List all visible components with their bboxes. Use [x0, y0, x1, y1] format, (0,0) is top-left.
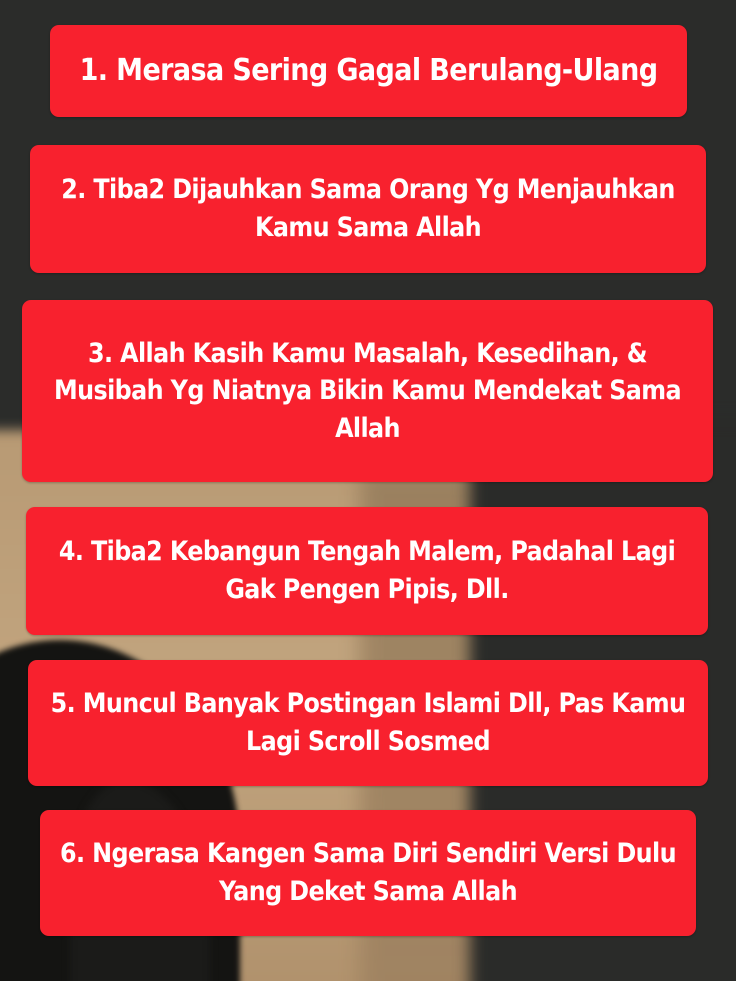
list-item-1-text: 1. Merasa Sering Gagal Berulang-Ulang: [79, 52, 658, 88]
list-item-4: [26, 507, 708, 635]
list-item-6: [40, 810, 696, 936]
list-item-6-text: 6. Ngerasa Kangen Sama Diri Sendiri Versi Dulu Yang Deket Sama Allah: [60, 838, 676, 907]
list-item-4-text: 4. Tiba2 Kebangun Tengah Malem, Padahal Lagi Gak Pengen Pipis, Dll.: [58, 536, 676, 605]
list-item-2-text: 2. Tiba2 Dijauhkan Sama Orang Yg Menjauhkan Kamu Sama Allah: [61, 174, 675, 243]
list-item-1: [50, 25, 687, 117]
list-item-5-text: 5. Muncul Banyak Postingan Islami Dll, Pas Kamu Lagi Scroll Sosmed: [50, 688, 686, 757]
list-item-3: [22, 300, 713, 482]
list-item-2: [30, 145, 706, 273]
list-item-5: [28, 660, 708, 786]
list-item-3-text: 3. Allah Kasih Kamu Masalah, Kesedihan, & Musibah Yg Niatnya Bikin Kamu Mendekat Sama Allah: [53, 337, 682, 444]
